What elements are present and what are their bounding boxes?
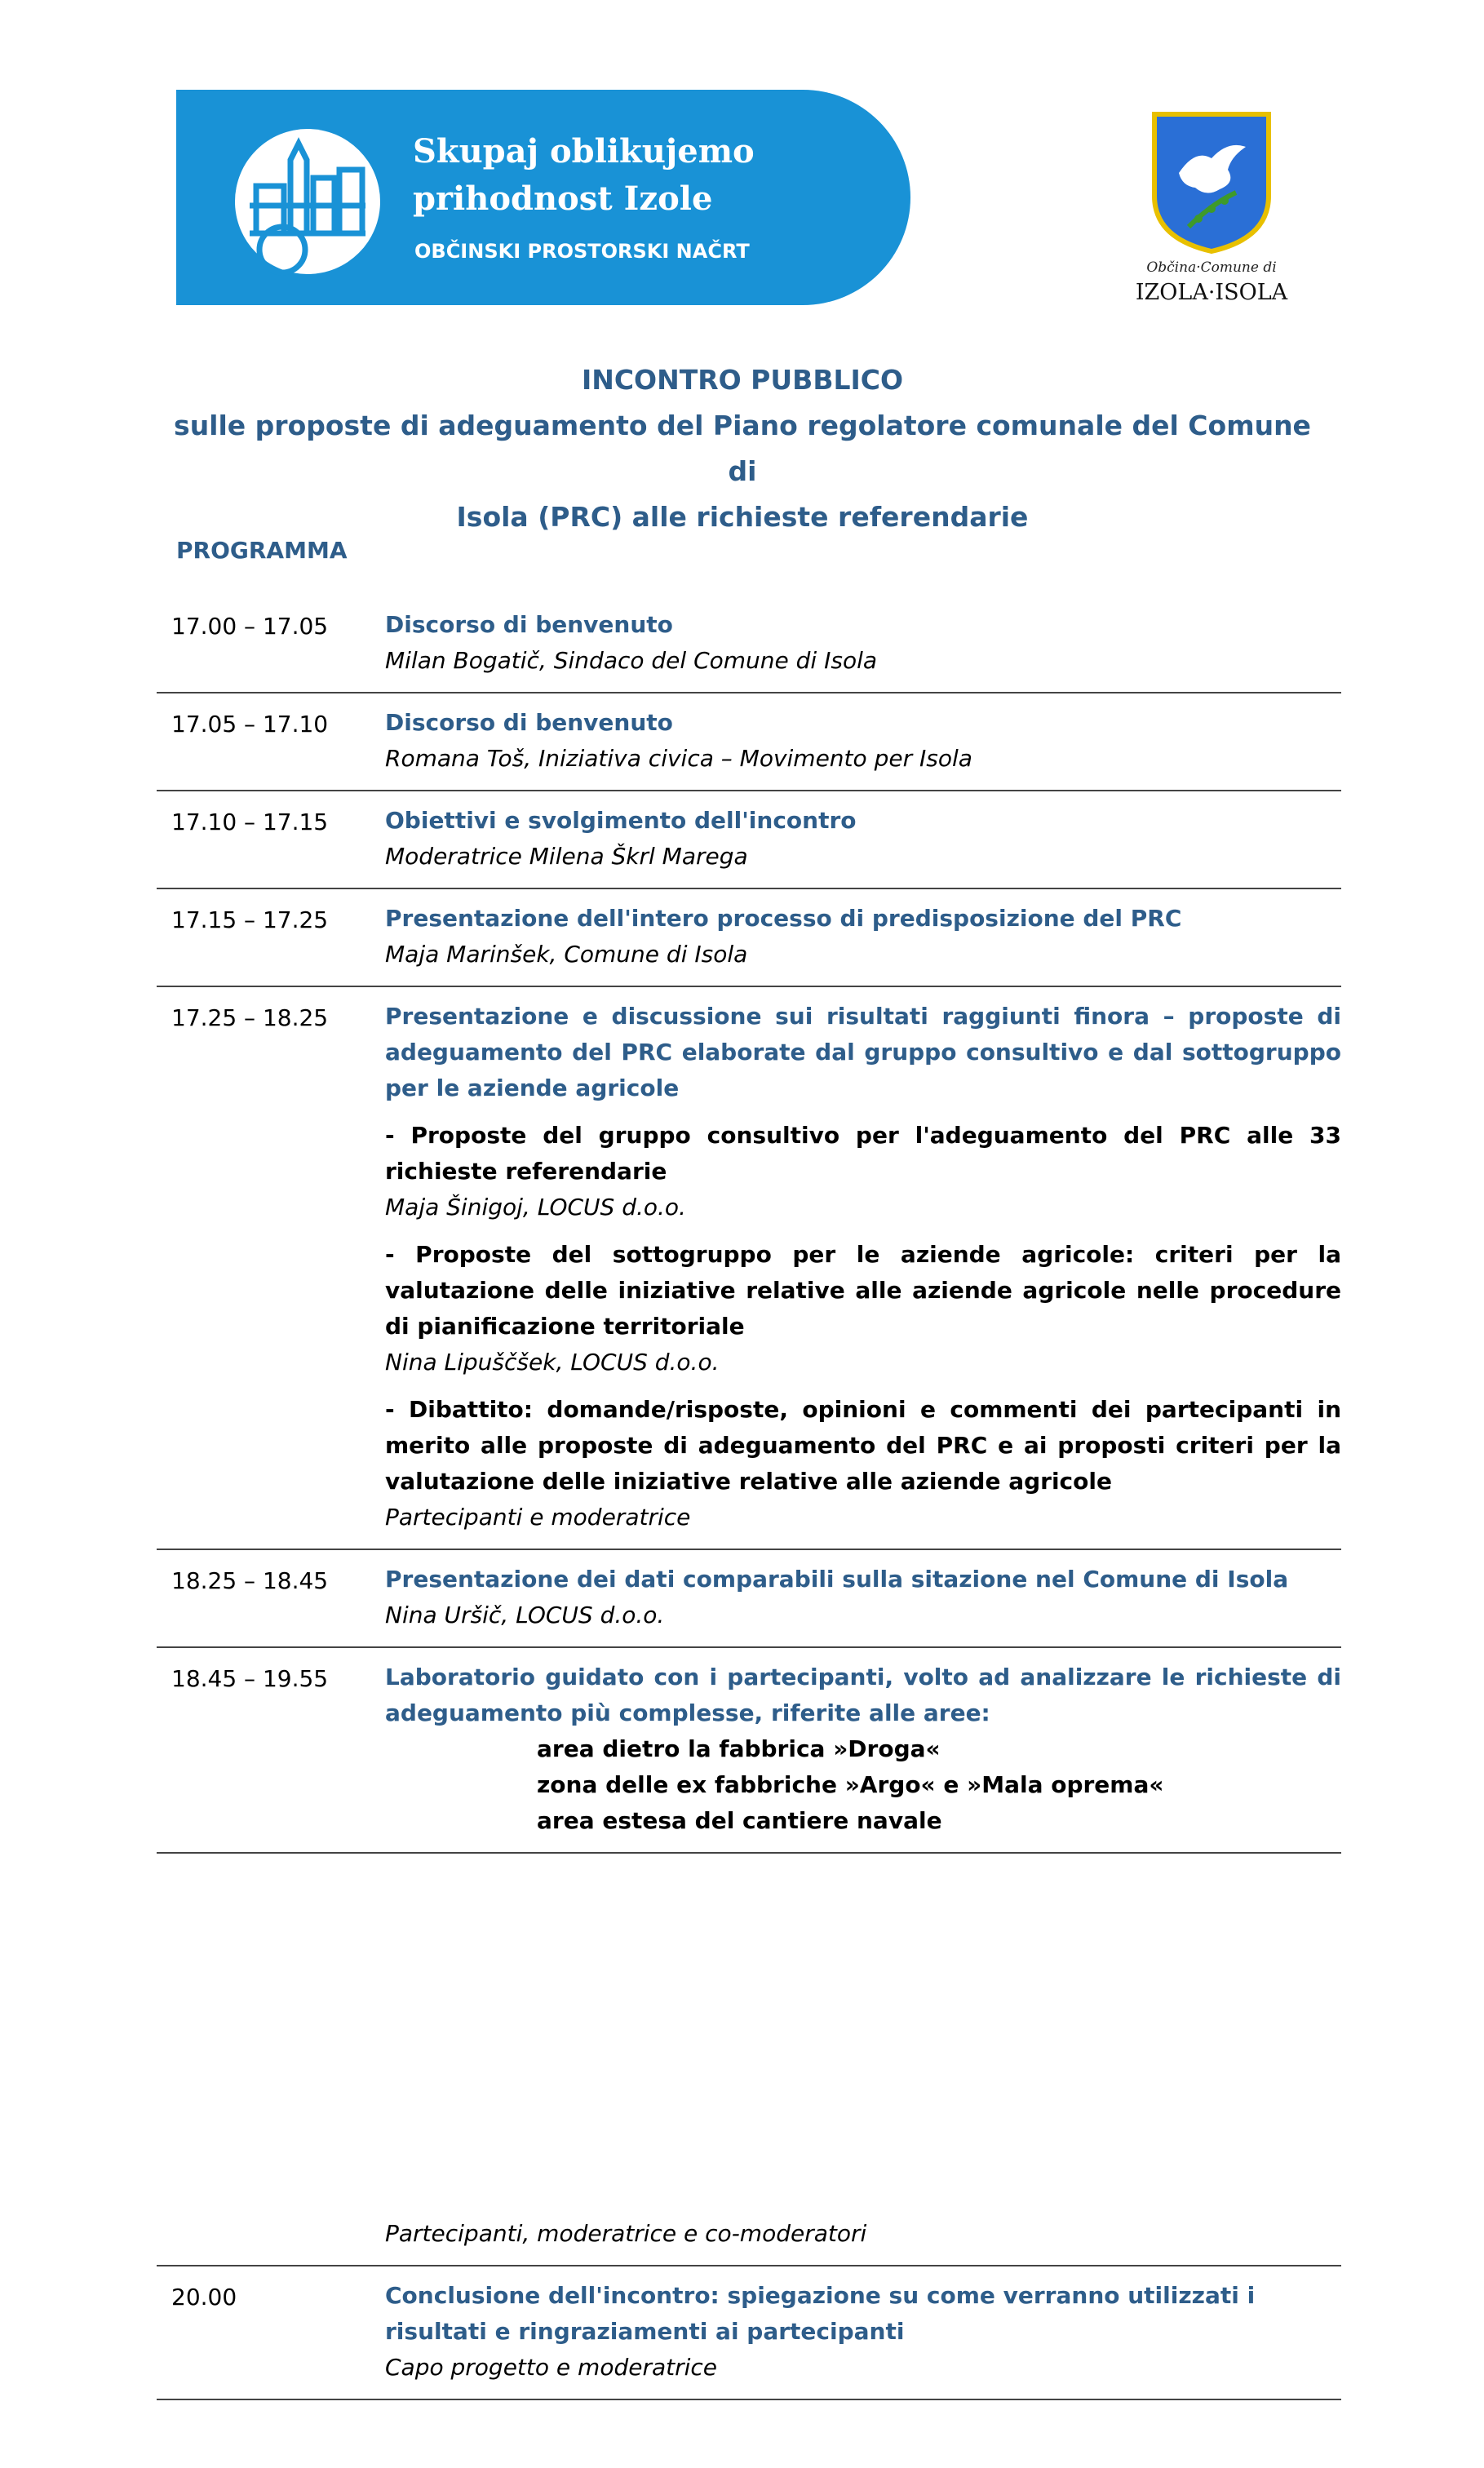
schedule-title: Obiettivi e svolgimento dell'incontro: [385, 807, 857, 834]
municipal-crest-icon: [1146, 108, 1277, 255]
schedule-speaker: Nina Uršič, LOCUS d.o.o.: [385, 1602, 665, 1628]
schedule-speaker: Partecipanti, moderatrice e co-moderatori: [385, 2220, 867, 2247]
schedule-content: [385, 1659, 1341, 1839]
schedule-time: 18.45 – 19.55: [171, 1665, 329, 1692]
title-line3: Isola (PRC) alle richieste referendarie: [456, 501, 1029, 533]
project-banner: [176, 90, 910, 305]
schedule-content: [385, 2278, 1341, 2386]
schedule-subitem: [385, 1237, 1341, 1380]
schedule-row: [157, 2266, 1341, 2400]
schedule-row: [157, 1854, 1341, 2266]
city-skyline-logo-icon: [233, 127, 382, 276]
schedule-content: [385, 1865, 1341, 2252]
schedule-time: 17.05 – 17.10: [171, 711, 329, 738]
banner-subtitle: OBČINSKI PROSTORSKI NAČRT: [414, 240, 750, 263]
schedule-time: 17.10 – 17.15: [171, 809, 329, 835]
schedule-speaker: Maja Marinšek, Comune di Isola: [385, 941, 748, 968]
schedule-title: Conclusione dell'incontro: spiegazione su come verranno utilizzati i risultati e ringraziamenti ai partecipanti: [385, 2282, 1256, 2345]
schedule-content: [385, 803, 1341, 875]
schedule-content: [385, 705, 1341, 777]
schedule-speaker: Capo progetto e moderatrice: [385, 2354, 718, 2381]
schedule-row: [157, 596, 1341, 693]
crest-caption-line1: Občina·Comune di: [1146, 259, 1277, 276]
schedule-title: Discorso di benvenuto: [385, 709, 673, 736]
schedule-content: [385, 607, 1341, 679]
schedule-row: [157, 791, 1341, 889]
schedule-time: 18.25 – 18.45: [171, 1567, 329, 1594]
schedule-time: 20.00: [171, 2284, 237, 2311]
schedule-title: Laboratorio guidato con i partecipanti, volto ad analizzare le richieste di adeguamento più complesse, riferite alle aree:: [385, 1664, 1341, 1726]
banner-title-line1: Skupaj oblikujemo: [413, 132, 755, 171]
schedule-table: [157, 596, 1341, 2400]
schedule-subitem: [385, 1118, 1341, 1225]
schedule-time: 17.25 – 18.25: [171, 1004, 329, 1031]
schedule-row: [157, 987, 1341, 1550]
programma-heading: PROGRAMMA: [176, 537, 348, 564]
schedule-title: Presentazione e discussione sui risultati raggiunti finora – proposte di adeguamento del PRC elaborate dal gruppo consultivo e dal sottogruppo per le aziende agricole: [385, 1003, 1341, 1101]
subitem-speaker: Partecipanti e moderatrice: [385, 1504, 691, 1531]
area-item: zona delle ex fabbriche »Argo« e »Mala oprema«: [537, 1771, 1164, 1798]
title-line2: sulle proposte di adeguamento del Piano regolatore comunale del Comune di: [174, 410, 1311, 487]
schedule-title: Presentazione dell'intero processo di predisposizione del PRC: [385, 905, 1182, 932]
document-title: [163, 357, 1322, 540]
schedule-speaker: Romana Toš, Iniziativa civica – Movimento per Isola: [385, 745, 972, 772]
subitem-text: - Dibattito: domande/risposte, opinioni e commenti dei partecipanti in merito alle proposte di adeguamento del PRC e ai proposti criteri per la valutazione delle iniziative relative alle aziende agricole: [385, 1396, 1341, 1495]
subitem-speaker: Maja Šinigoj, LOCUS d.o.o.: [385, 1194, 686, 1221]
schedule-row: [157, 1550, 1341, 1648]
schedule-row: [157, 693, 1341, 791]
schedule-row: [157, 1648, 1341, 1854]
schedule-title: Discorso di benvenuto: [385, 611, 673, 638]
schedule-row: [157, 889, 1341, 987]
area-item: area estesa del cantiere navale: [537, 1807, 942, 1834]
schedule-subitem: [385, 1392, 1341, 1535]
schedule-time: 17.15 – 17.25: [171, 906, 329, 933]
schedule-speaker: Moderatrice Milena Škrl Marega: [385, 843, 748, 870]
schedule-speaker: Milan Bogatič, Sindaco del Comune di Isola: [385, 647, 878, 674]
schedule-content: [385, 1562, 1341, 1633]
blank-space: [385, 1865, 1341, 2216]
subitem-speaker: Nina Lipuščšek, LOCUS d.o.o.: [385, 1349, 720, 1376]
subitem-text: - Proposte del gruppo consultivo per l'adeguamento del PRC alle 33 richieste referendarie: [385, 1122, 1341, 1185]
schedule-title: Presentazione dei dati comparabili sulla sitazione nel Comune di Isola: [385, 1566, 1289, 1593]
banner-title-line2: prihodnost Izole: [413, 179, 713, 218]
crest-caption-line2: IZOLA·ISOLA: [1135, 280, 1288, 305]
title-line1: INCONTRO PUBBLICO: [581, 364, 904, 396]
subitem-text: - Proposte del sottogruppo per le aziende agricole: criteri per la valutazione delle iniziative relative alle aziende agricole nelle procedure di pianificazione territoriale: [385, 1241, 1341, 1340]
schedule-time-empty: [157, 1865, 385, 2252]
schedule-content: [385, 999, 1341, 1535]
schedule-content: [385, 901, 1341, 973]
area-item: area dietro la fabbrica »Droga«: [537, 1735, 941, 1762]
schedule-time: 17.00 – 17.05: [171, 613, 329, 640]
